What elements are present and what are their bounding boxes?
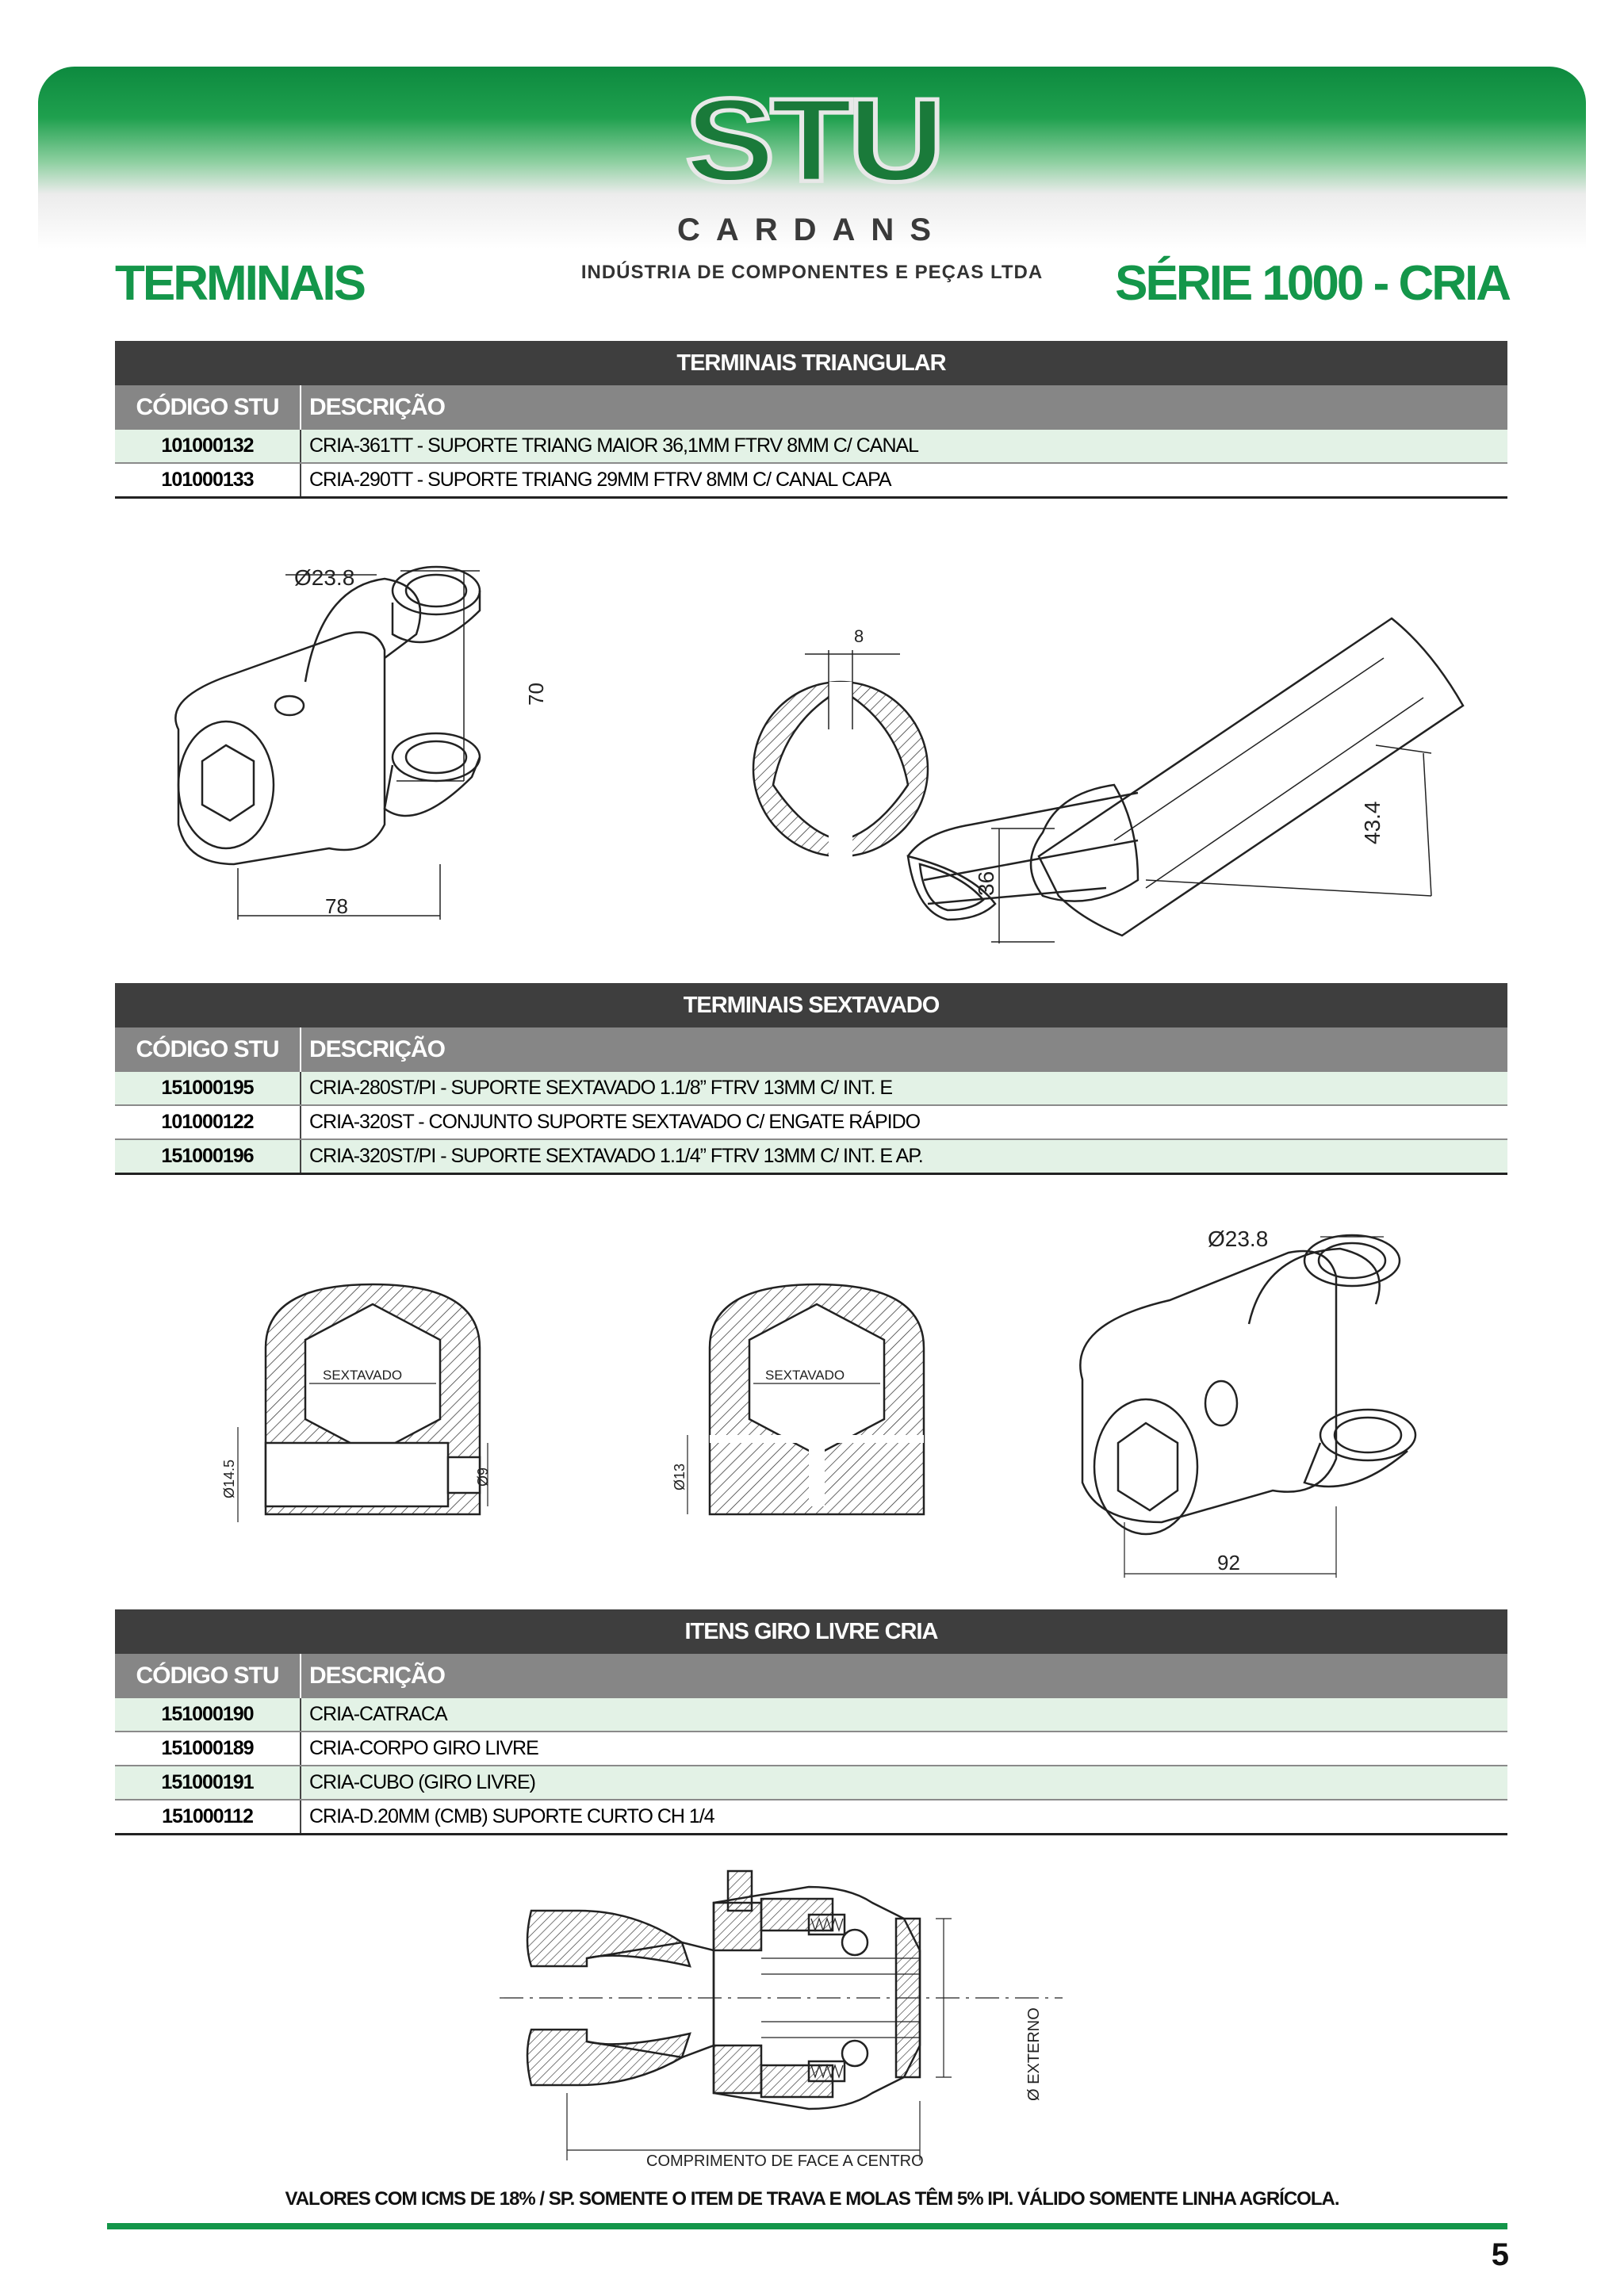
col-desc-header: DESCRIÇÃO bbox=[309, 1663, 446, 1689]
table-giro-livre bbox=[115, 1609, 1507, 1835]
table-title: TERMINAIS SEXTAVADO bbox=[115, 983, 1507, 1027]
dim-d145: Ø14.5 bbox=[221, 1459, 237, 1498]
col-desc-header: DESCRIÇÃO bbox=[309, 394, 446, 420]
dim-92: 92 bbox=[1217, 1551, 1240, 1575]
row-desc: CRIA-CORPO GIRO LIVRE bbox=[309, 1737, 538, 1759]
table-row bbox=[115, 1698, 1507, 1732]
dim-78: 78 bbox=[325, 894, 348, 918]
row-code: 151000189 bbox=[115, 1732, 301, 1765]
table-row bbox=[115, 1106, 1507, 1140]
label-sextavado-a: SEXTAVADO bbox=[323, 1368, 403, 1383]
company-name: INDÚSTRIA DE COMPONENTES E PEÇAS LTDA bbox=[580, 262, 1044, 283]
row-desc: CRIA-320ST - CONJUNTO SUPORTE SEXTAVADO C/ ENGATE RÁPIDO bbox=[309, 1111, 921, 1133]
table-triangular bbox=[115, 341, 1507, 499]
dim-d238: Ø23.8 bbox=[294, 565, 355, 590]
table-header bbox=[115, 1654, 1507, 1698]
stu-logo bbox=[615, 83, 1011, 210]
series-title: SÉRIE 1000 - CRIA bbox=[1115, 256, 1509, 311]
footer-divider bbox=[107, 2223, 1507, 2229]
table-title: TERMINAIS TRIANGULAR bbox=[115, 341, 1507, 385]
dim-d13: Ø13 bbox=[672, 1463, 688, 1490]
col-code-header: CÓDIGO STU bbox=[115, 385, 301, 430]
footer-note: VALORES COM ICMS DE 18% / SP. SOMENTE O ITEM DE TRAVA E MOLAS TÊM 5% IPI. VÁLIDO SOMENTE LINHA AGRÍCOLA. bbox=[285, 2188, 1339, 2210]
row-code: 101000132 bbox=[115, 430, 301, 462]
row-code: 151000112 bbox=[115, 1800, 301, 1833]
row-desc: CRIA-CATRACA bbox=[309, 1703, 447, 1725]
row-code: 151000195 bbox=[115, 1072, 301, 1104]
row-code: 151000190 bbox=[115, 1698, 301, 1731]
row-code: 151000196 bbox=[115, 1140, 301, 1173]
table-sextavado bbox=[115, 983, 1507, 1175]
sextavado-drawing bbox=[115, 1205, 1507, 1601]
dim-externo: Ø EXTERNO bbox=[1025, 2007, 1043, 2101]
svg-text:STU: STU bbox=[685, 83, 940, 206]
dim-comprimento: COMPRIMENTO DE FACE A CENTRO bbox=[646, 2152, 924, 2170]
triangular-drawing bbox=[115, 523, 1507, 975]
dim-36: 36 bbox=[974, 871, 998, 896]
triangular-section bbox=[753, 682, 928, 866]
col-code-header: CÓDIGO STU bbox=[115, 1654, 301, 1698]
table-row bbox=[115, 1732, 1507, 1766]
sextavado-section-a bbox=[266, 1284, 480, 1514]
col-desc-header: DESCRIÇÃO bbox=[309, 1036, 446, 1062]
table-row bbox=[115, 464, 1507, 499]
brand-subtitle: CARDANS bbox=[677, 212, 947, 247]
label-sextavado-b: SEXTAVADO bbox=[765, 1368, 845, 1383]
table-row bbox=[115, 430, 1507, 464]
row-code: 101000133 bbox=[115, 464, 301, 496]
table-header bbox=[115, 385, 1507, 430]
table-row bbox=[115, 1072, 1507, 1106]
table-header bbox=[115, 1027, 1507, 1072]
page-number: 5 bbox=[1491, 2237, 1509, 2272]
row-desc: CRIA-CUBO (GIRO LIVRE) bbox=[309, 1771, 535, 1793]
table-row bbox=[115, 1800, 1507, 1835]
dim-70: 70 bbox=[524, 683, 548, 706]
yoke-sextavado bbox=[1080, 1235, 1415, 1534]
dim-d238b: Ø23.8 bbox=[1208, 1226, 1269, 1251]
table-title: ITENS GIRO LIVRE CRIA bbox=[115, 1609, 1507, 1654]
sextavado-section-b bbox=[710, 1284, 924, 1514]
dim-8: 8 bbox=[854, 626, 864, 646]
table-row bbox=[115, 1140, 1507, 1175]
page-title: TERMINAIS bbox=[115, 256, 364, 311]
row-desc: CRIA-280ST/PI - SUPORTE SEXTAVADO 1.1/8” FTRV 13MM C/ INT. E bbox=[309, 1077, 893, 1099]
yoke-triangular bbox=[175, 567, 480, 864]
giro-livre-drawing bbox=[476, 1855, 1078, 2172]
giro-livre-assembly bbox=[500, 1871, 1063, 2109]
row-desc: CRIA-290TT - SUPORTE TRIANG 29MM FTRV 8MM C/ CANAL CAPA bbox=[309, 469, 891, 491]
col-code-header: CÓDIGO STU bbox=[115, 1027, 301, 1072]
dim-434: 43.4 bbox=[1360, 801, 1385, 844]
dim-d9: Ø9 bbox=[475, 1467, 491, 1487]
row-desc: CRIA-320ST/PI - SUPORTE SEXTAVADO 1.1/4” FTRV 13MM C/ INT. E AP. bbox=[309, 1145, 923, 1167]
row-desc: CRIA-361TT - SUPORTE TRIANG MAIOR 36,1MM FTRV 8MM C/ CANAL bbox=[309, 434, 919, 457]
table-row bbox=[115, 1766, 1507, 1800]
row-desc: CRIA-D.20MM (CMB) SUPORTE CURTO CH 1/4 bbox=[309, 1805, 714, 1827]
row-code: 101000122 bbox=[115, 1106, 301, 1138]
row-code: 151000191 bbox=[115, 1766, 301, 1799]
